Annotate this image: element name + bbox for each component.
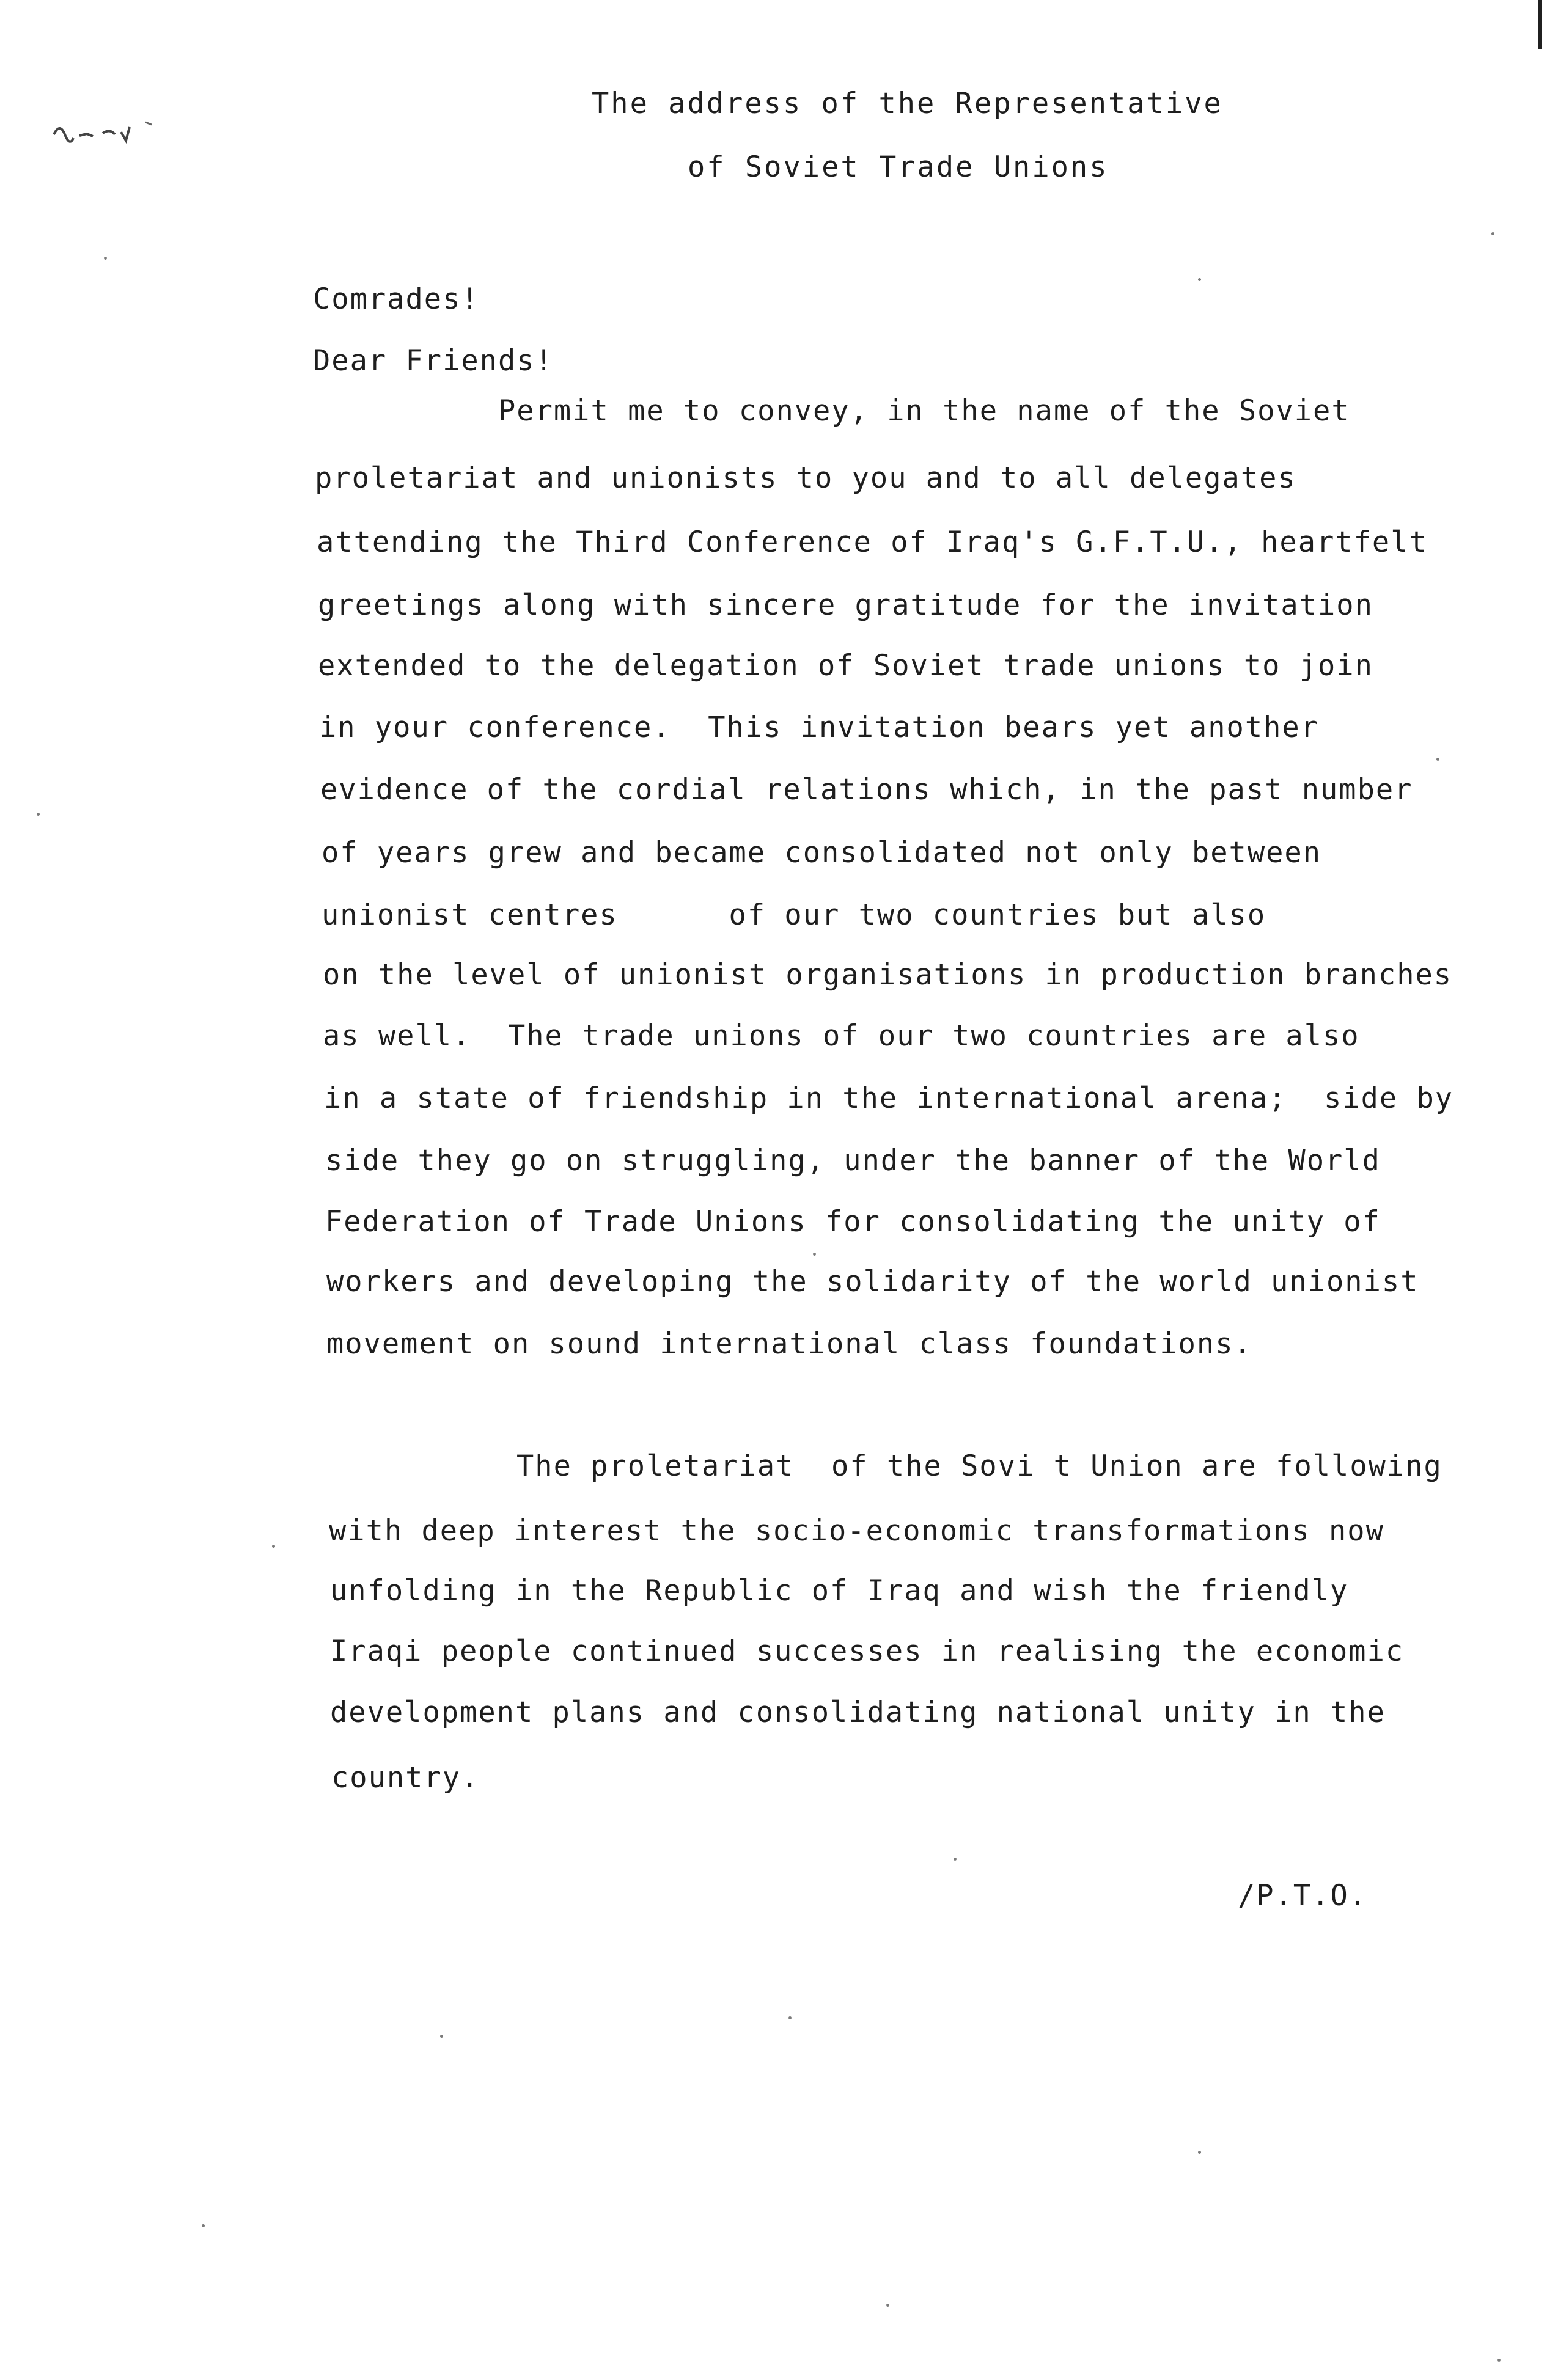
paragraph-line: in a state of friendship in the international arena; side by [324,1082,1454,1115]
scan-speck [440,2035,443,2038]
scan-speck [272,1545,275,1548]
scan-speck [813,1253,816,1256]
margin-scribble-mark [48,110,170,159]
paragraph-line: workers and developing the solidarity of the world unionist [326,1265,1419,1298]
paragraph-line: as well. The trade unions of our two countries are also [323,1019,1360,1053]
paragraph-line: Permit me to convey, in the name of the Soviet [498,394,1350,428]
scan-speck [37,813,40,816]
paragraph-line: attending the Third Conference of Iraq's G.F.T.U., heartfelt [317,525,1428,559]
scan-speck [954,1858,957,1861]
paragraph-line: Federation of Trade Unions for consolidating the unity of [325,1205,1381,1239]
paragraph-line: Iraqi people continued successes in realising the economic [330,1635,1405,1668]
paragraph-line: movement on sound international class foundations. [326,1327,1252,1361]
salutation-line: Dear Friends! [313,344,554,378]
paragraph-line: unfolding in the Republic of Iraq and wish the friendly [330,1574,1349,1608]
paragraph-line: on the level of unionist organisations in production branches [323,958,1453,992]
paragraph-line: The proletariat of the Sovi t Union are following [516,1449,1442,1483]
paragraph-line: with deep interest the socio-economic transformations now [329,1514,1384,1548]
paragraph-line: country. [331,1761,480,1795]
paragraph-line: in your conference. This invitation bears yet another [319,711,1320,744]
scan-speck [1198,2151,1201,2154]
scan-speck [886,2304,889,2307]
scan-speck [788,2016,792,2019]
salutation-line: Comrades! [313,282,480,316]
paragraph-line: evidence of the cordial relations which, in the past number [320,773,1413,807]
scan-speck [1198,278,1201,281]
paragraph-line: development plans and consolidating national unity in the [330,1696,1386,1729]
heading-line: of Soviet Trade Unions [688,150,1109,184]
paragraph-line: of years grew and became consolidated not only between [322,836,1322,870]
scan-speck [104,257,107,260]
paragraph-line: proletariat and unionists to you and to all delegates [315,461,1296,495]
paragraph-line: unionist centres of our two countries but also [322,898,1266,932]
scan-speck [1436,758,1439,761]
paragraph-line: extended to the delegation of Soviet trade unions to join [318,649,1373,683]
scan-speck [1491,232,1494,235]
paragraph-line: greetings along with sincere gratitude for the invitation [318,588,1373,622]
heading-line: The address of the Representative [592,87,1223,120]
scan-speck [1497,2359,1501,2362]
page-turn-marker: /P.T.O. [1238,1879,1368,1913]
scan-edge-mark [1538,0,1542,49]
scan-speck [202,2224,205,2227]
paragraph-line: side they go on struggling, under the banner of the World [325,1144,1381,1177]
